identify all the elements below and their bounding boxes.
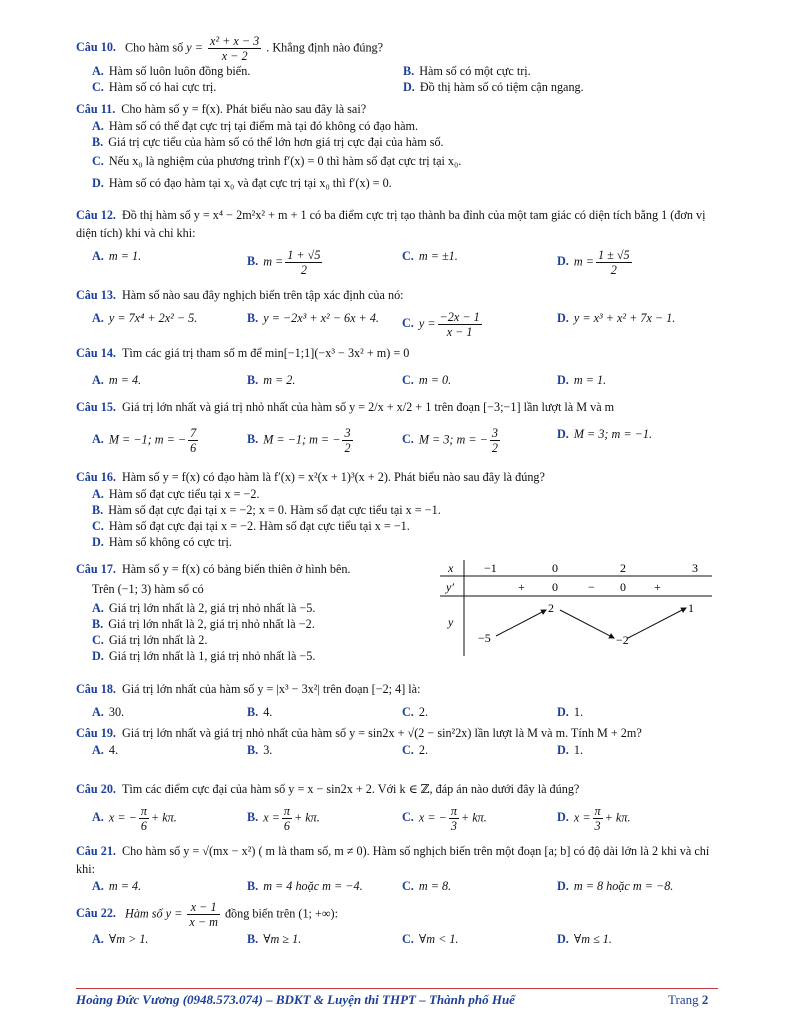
question-16: Câu 16. Hàm số y = f(x) có đạo hàm là f′(x) = x²(x + 1)³(x + 2). Phát biểu nào sau đây là đúng? A. Hàm số đạt cực tiểu tại x = −2. B. Hàm số đạt cực đại tại x = −2; x = 0. Hàm số đạt cực tiểu tại x = −1. C. Hàm số đạt cực đại tại x = −2. Hàm số đạt cực tiểu tại x = −1. D. Hàm số không có cực trị. (76, 468, 718, 550)
question-11: Câu 11. Cho hàm số y = f(x). Phát biểu nào sau đây là sai? A. Hàm số có thể đạt cực trị tại điểm mà tại đó không có đạo hàm. B. Giá trị cực tiểu của hàm số có thể lớn hơn giá trị cực đại của hàm số. C. Nếu x₀ là nghiệm của phương trình f′(x) = 0 thì hàm số đạt cực trị tại x₀. D. Hàm số có đạo hàm tại x₀ và đạt cực trị tại x₀ thì f′(x) = 0. (76, 100, 718, 194)
row-yp-label: y′ (446, 580, 454, 594)
option-d[interactable]: D. 1. (557, 705, 583, 719)
option-c[interactable]: C. Nếu x₀ là nghiệm của phương trình f′(x) = 0 thì hàm số đạt cực trị tại x₀. (92, 154, 462, 168)
option-b[interactable]: B. m = 2. (247, 373, 296, 387)
option-c[interactable]: C. ∀m < 1. (402, 932, 459, 946)
option-d[interactable]: D. y = x³ + x² + 7x − 1. (557, 311, 676, 325)
option-d[interactable]: D. m = 8 hoặc m = −8. (557, 879, 674, 893)
question-label: Câu 10. (76, 40, 116, 55)
option-c[interactable]: C. y = $\frac{-2x - 1}{x - 1}$ (402, 310, 480, 339)
x-value: 0 (552, 561, 558, 575)
sign: 0 (552, 580, 558, 594)
option-d[interactable]: D. Đồ thị hàm số có tiệm cận ngang. (403, 80, 584, 94)
arrow-down (560, 610, 614, 638)
option-a[interactable]: A. y = 7x⁴ + 2x² − 5. (92, 311, 198, 325)
footer-divider (76, 988, 718, 989)
option-d[interactable]: D. x = $\frac{\pi}{3}$ + kπ. (557, 804, 631, 833)
option-a[interactable]: A. m = 1. (92, 249, 142, 263)
x-value: 3 (692, 561, 698, 575)
option-b[interactable]: B. Giá trị cực tiểu của hàm số có thể lớn hơn giá trị cực đại của hàm số. (92, 135, 444, 149)
option-b[interactable]: B. x = $\frac{\pi}{6}$ + kπ. (247, 804, 320, 833)
option-d[interactable]: D. M = 3; m = −1. (557, 427, 653, 441)
option-b[interactable]: B. 4. (247, 705, 273, 719)
question-12: Câu 12. Đồ thị hàm số y = x⁴ − 2m²x² + m + 1 có ba điểm cực trị tạo thành ba đỉnh của một tam giác có diện tích bằng 1 (đơn vị diện tích) khi và chỉ khi: A. m = 1. B. m = $\frac{1 + √5}{2}$ C. m = ±1. D. m = $\frac{1 \pm √5}{2}$ (76, 206, 718, 277)
option-d[interactable]: D. m = $\frac{1 \pm √5}{2}$ (557, 248, 630, 277)
option-a[interactable]: A. Hàm số có thể đạt cực trị tại điểm mà tại đó không có đạo hàm. (92, 119, 419, 133)
y-value: −2 (616, 633, 629, 647)
sign: 0 (620, 580, 626, 594)
question-18: Câu 18. Giá trị lớn nhất của hàm số y = |x³ − 3x²| trên đoạn [−2; 4] là: A. 30. B. 4. C. 2. D. 1. (76, 680, 718, 720)
option-c[interactable]: C. Giá trị lớn nhất là 2. (92, 633, 208, 647)
option-b[interactable]: B. M = −1; m = − $\frac{3}{2}$ (247, 426, 351, 455)
option-a[interactable]: A. Hàm số luôn luôn đồng biến. (92, 64, 251, 78)
question-22: Câu 22. Hàm số y = $\frac{x - 1}{x - m}$ đồng biến trên (1; +∞): A. ∀m > 1. B. ∀m ≥ 1. C. ∀m < 1. D. ∀m ≤ 1. (76, 900, 718, 947)
option-a[interactable]: A. M = −1; m = − $\frac{7}{6}$ (92, 426, 197, 455)
x-value: −1 (484, 561, 497, 575)
option-a[interactable]: A. Hàm số đạt cực tiểu tại x = −2. (92, 487, 260, 501)
question-14: Câu 14. Tìm các giá trị tham số m để min[−1;1](−x³ − 3x² + m) = 0 A. m = 4. B. m = 2. C. m = 0. D. m = 1. (76, 344, 718, 388)
option-b[interactable]: B. m = 4 hoặc m = −4. (247, 879, 363, 893)
variation-table (440, 558, 712, 658)
option-c[interactable]: C. Hàm số đạt cực đại tại x = −2. Hàm số đạt cực tiểu tại x = −1. (92, 519, 410, 533)
arrow-up (496, 610, 546, 636)
row-x-label: x (448, 561, 454, 575)
option-c[interactable]: C. M = 3; m = − $\frac{3}{2}$ (402, 426, 498, 455)
option-b[interactable]: B. Hàm số có một cực trị. (403, 64, 531, 78)
option-a[interactable]: A. 30. (92, 705, 125, 719)
fraction: $\frac{\text{x² + x − 3}}{x - 2}$ (210, 34, 260, 63)
page-number: Trang 2 (668, 992, 709, 1007)
option-c[interactable]: C. x = − $\frac{\pi}{3}$ + kπ. (402, 804, 487, 833)
option-d[interactable]: D. ∀m ≤ 1. (557, 932, 612, 946)
option-c[interactable]: C. 2. (402, 743, 428, 757)
option-a[interactable]: A. 4. (92, 743, 118, 757)
y-value: 2 (548, 601, 554, 615)
option-a[interactable]: A. Giá trị lớn nhất là 2, giá trị nhỏ nhất là −5. (92, 601, 316, 615)
option-c[interactable]: C. 2. (402, 705, 428, 719)
option-c[interactable]: C. m = ±1. (402, 249, 458, 263)
option-a[interactable]: A. x = − $\frac{\pi}{6}$ + kπ. (92, 804, 177, 833)
option-a[interactable]: A. ∀m > 1. (92, 932, 149, 946)
option-a[interactable]: A. m = 4. (92, 879, 142, 893)
row-y-label: y (448, 615, 454, 629)
question-19: Câu 19. Giá trị lớn nhất và giá trị nhỏ nhất của hàm số y = sin2x + √(2 − sin²2x) lần lượt là M và m. Tính M + 2m? A. 4. B. 3. C. 2. D. 1. (76, 724, 718, 758)
question-17: Câu 17. Hàm số y = f(x) có bảng biến thiên ở hình bên. Trên (−1; 3) hàm số có A. Giá trị lớn nhất là 2, giá trị nhỏ nhất là −5. B. Giá trị lớn nhất là 2, giá trị nhỏ nhất là −2. C. Giá trị lớn nhất là 2. D. Giá trị lớn nhất là 1, giá trị nhỏ nhất là −5. (76, 560, 436, 664)
option-d[interactable]: D. m = 1. (557, 373, 607, 387)
sign: + (654, 580, 661, 594)
option-b[interactable]: B. Giá trị lớn nhất là 2, giá trị nhỏ nhất là −2. (92, 617, 315, 631)
question-20: Câu 20. Tìm các điểm cực đại của hàm số y = x − sin2x + 2. Với k ∈ ℤ, đáp án nào dưới đây là đúng? A. x = − $\frac{\pi}{6}$ + kπ. B. x = $\frac{\pi}{6}$ + kπ. C. x = − $\frac{\pi}{3}$ + kπ. D. x = $\frac{\pi}{3}$ + kπ. (76, 780, 718, 833)
option-b[interactable]: B. 3. (247, 743, 273, 757)
question-15: Câu 15. Giá trị lớn nhất và giá trị nhỏ nhất của hàm số y = 2/x + x/2 + 1 trên đoạn [−3;−1] lần lượt là M và m A. M = −1; m = − $\frac{7}{6}$ B. M = −1; m = − $\frac{3}{2}$ C. M = 3; m = − $\frac{3}{2}$ D. M = 3; m = −1. (76, 398, 718, 455)
option-c[interactable]: C. m = 0. (402, 373, 452, 387)
option-c[interactable]: C. m = 8. (402, 879, 452, 893)
option-d[interactable]: D. Hàm số không có cực trị. (92, 535, 232, 549)
option-d[interactable]: D. Giá trị lớn nhất là 1, giá trị nhỏ nhất là −5. (92, 649, 316, 663)
question-21: Câu 21. Cho hàm số y = √(mx − x²) ( m là tham số, m ≠ 0). Hàm số nghịch biến trên một đoạn [a; b] có độ dài lớn là 2 khi và chỉ khi: A. m = 4. B. m = 4 hoặc m = −4. C. m = 8. D. m = 8 hoặc m = −8. (76, 842, 718, 894)
y-value: 1 (688, 601, 694, 615)
x-value: 2 (620, 561, 626, 575)
option-b[interactable]: B. ∀m ≥ 1. (247, 932, 302, 946)
arrow-up (628, 608, 686, 638)
sign: − (588, 580, 595, 594)
option-b[interactable]: B. Hàm số đạt cực đại tại x = −2; x = 0. Hàm số đạt cực tiểu tại x = −1. (92, 503, 441, 517)
option-c[interactable]: C. Hàm số có hai cực trị. (92, 80, 217, 94)
footer-author: Hoàng Đức Vương (0948.573.074) – BDKT & Luyện thi THPT – Thành phố Huế (76, 992, 515, 1007)
option-b[interactable]: B. m = $\frac{1 + √5}{2}$ (247, 248, 321, 277)
option-d[interactable]: D. Hàm số có đạo hàm tại x₀ và đạt cực trị tại x₀ thì f′(x) = 0. (92, 176, 392, 190)
sign: + (518, 580, 525, 594)
option-a[interactable]: A. m = 4. (92, 373, 142, 387)
option-d[interactable]: D. 1. (557, 743, 583, 757)
option-b[interactable]: B. y = −2x³ + x² − 6x + 4. (247, 311, 379, 325)
question-10: Câu 10. Cho hàm số y = $\frac{\text{x² + x − 3}}{x - 2}$ . Khẳng định nào đúng? A. Hàm số luôn luôn đồng biến. B. Hàm số có một cực trị. C. Hàm số có hai cực trị. D. Đồ thị hàm số có tiệm cận ngang. (76, 34, 718, 95)
question-13: Câu 13. Hàm số nào sau đây nghịch biến trên tập xác định của nó: A. y = 7x⁴ + 2x² − 5. B. y = −2x³ + x² − 6x + 4. C. y = $\frac{-2x - 1}{x - 1}$ D. y = x³ + x² + 7x − 1. (76, 286, 718, 339)
y-value: −5 (478, 631, 491, 645)
